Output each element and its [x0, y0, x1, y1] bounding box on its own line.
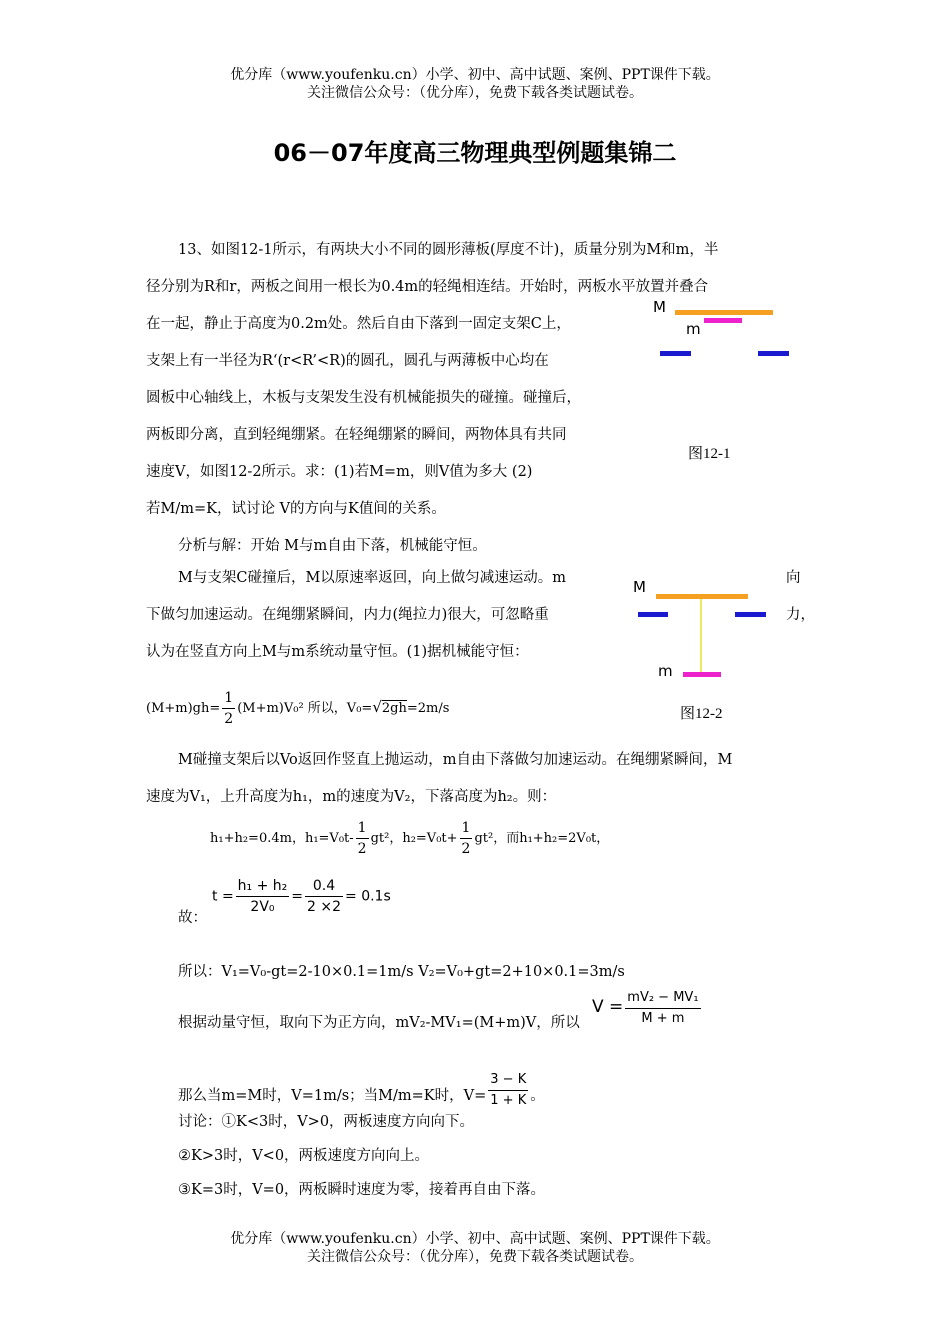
solution-line-3-end: 力，: [786, 607, 815, 623]
eq2-b: gt²，h₂=V₀t+: [370, 831, 458, 846]
eq1-half-den: 2: [222, 708, 235, 729]
eq3-t: t =: [212, 888, 234, 905]
eq3-den-1: 2V₀: [236, 896, 290, 917]
problem-line-8: 若M/m=K，试讨论 V的方向与K值间的关系。: [146, 501, 446, 517]
fig1-caption: 图12-1: [688, 446, 731, 462]
eq2-half-1-num: 1: [357, 820, 367, 836]
solution-line-6: 速度为V₁，上升高度为h₁，m的速度为V₂，下落高度为h₂。则：: [146, 789, 557, 805]
plate-M: [656, 594, 748, 599]
eq3-den-2: 2 ×2: [305, 896, 343, 917]
problem-line-6: 两板即分离，直到轻绳绷紧。在轻绳绷紧的瞬间，两物体具有共同: [146, 427, 567, 443]
eq2-half-2-num: 1: [461, 820, 471, 836]
problem-line-1: 13、如图12-1所示，有两块大小不同的圆形薄板(厚度不计)，质量分别为M和m，半: [178, 242, 719, 258]
eq1-half-num: 1: [224, 690, 234, 706]
equation-energy: (M+m)gh= $\frac{1}{2}$ (M+m)V₀² 所以，V₀=√2gh=2m/s: [146, 690, 450, 727]
eq5-den: 1 + K: [488, 1090, 528, 1111]
solution-line-2: M与支架C碰撞后，M以原速率返回，向上做匀减速运动。m: [178, 570, 567, 586]
figure-12-2: [628, 570, 778, 688]
eq5-num: 3 − K: [490, 1072, 527, 1087]
eq1-sqrt: 2gh: [381, 701, 407, 716]
solution-line-1: 分析与解：开始 M与m自由下落，机械能守恒。: [178, 538, 487, 554]
fig1-label-M: M: [653, 298, 666, 316]
footer-line-1: 优分库（www.youfenku.cn）小学、初中、高中试题、案例、PPT课件下载。: [230, 1231, 720, 1247]
fig2-label-M: M: [633, 578, 646, 596]
header-line-1: 优分库（www.youfenku.cn）小学、初中、高中试题、案例、PPT课件下载。: [230, 67, 720, 83]
solution-line-3: 下做匀加速运动。在绳绷紧瞬间，内力(绳拉力)很大，可忽略重: [146, 607, 549, 623]
problem-line-4: 支架上有一半径为R‘(r<R’<R)的圆孔，圆孔与两薄板中心均在: [146, 353, 549, 369]
fig2-label-m: m: [658, 662, 673, 680]
eq2-half-2-den: 2: [460, 838, 473, 859]
eq4-frac: [625, 988, 700, 1029]
fig2-caption: 图12-2: [680, 706, 723, 722]
support-left: [660, 351, 691, 356]
eq3-frac-2: [305, 876, 343, 917]
discussion-2: ②K>3时，V<0，两板速度方向向上。: [178, 1148, 430, 1164]
plate-M: [675, 310, 773, 315]
eq2-half-1-den: 2: [356, 838, 369, 859]
support-left: [638, 612, 668, 617]
plate-m: [704, 318, 742, 323]
eq3-result: = 0.1s: [345, 888, 391, 905]
eq4-v: V =: [592, 997, 624, 1017]
eq3-num-1: h₁ + h₂: [237, 878, 288, 894]
eq3-eq: =: [291, 888, 304, 905]
problem-line-3: 在一起，静止于高度为0.2m处。然后自由下落到一固定支架C上，: [146, 316, 571, 332]
page-title: 06－07年度高三物理典型例题集锦二: [273, 139, 677, 167]
eq3-num-2: 0.4: [312, 878, 336, 894]
figure-12-1: [640, 292, 800, 372]
equation-velocity: [592, 988, 703, 1029]
footer-line-2: 关注微信公众号：（优分库），免费下载各类试题试卷。: [307, 1249, 643, 1265]
eq1-left: (M+m)gh=: [146, 701, 221, 716]
solution-line-9-text: 那么当m=M时，V=1m/s；当M/m=K时，V=: [178, 1088, 487, 1104]
support-right: [735, 612, 766, 617]
eq2-c: gt²，而h₁+h₂=2V₀t，: [474, 831, 610, 846]
problem-line-2: 径分别为R和r，两板之间用一根长为0.4m的轻绳相连结。开始时，两板水平放置并叠合: [146, 279, 709, 295]
problem-line-7: 速度V，如图12-2所示。求：(1)若M=m，则V值为多大 (2): [146, 464, 533, 480]
eq1-mid: (M+m)V₀² 所以，V₀=: [237, 701, 373, 716]
problem-line-5: 圆板中心轴线上，木板与支架发生没有机械能损失的碰撞。碰撞后，: [146, 390, 581, 406]
support-right: [758, 351, 789, 356]
eq3-gu: 故：: [178, 910, 207, 926]
discussion-3: ③K=3时，V=0，两板瞬时速度为零，接着再自由下落。: [178, 1182, 546, 1198]
discussion-1: 讨论：①K<3时，V>0，两板速度方向向下。: [178, 1114, 475, 1130]
eq3-frac-1: [236, 876, 290, 917]
solution-line-5: M碰撞支架后以Vo返回作竖直上抛运动，m自由下落做匀加速运动。在绳绷紧瞬间，M: [178, 752, 733, 768]
plate-m: [683, 672, 721, 677]
eq1-half: [222, 688, 235, 729]
header-line-2: 关注微信公众号：（优分库），免费下载各类试题试卷。: [307, 85, 643, 101]
eq4-den: M + m: [625, 1008, 700, 1029]
fig1-label-m: m: [686, 320, 701, 338]
solution-line-8: 根据动量守恒，取向下为正方向，mV₂-MV₁=(M+m)V，所以: [178, 1015, 580, 1031]
solution-line-9-end: 。: [530, 1088, 545, 1104]
solution-line-4: 认为在竖直方向上M与m系统动量守恒。(1)据机械能守恒：: [146, 644, 529, 660]
eq1-right: =2m/s: [406, 701, 450, 716]
equation-heights: [210, 818, 609, 859]
solution-line-2-end: 向: [786, 570, 801, 586]
eq5-frac: [488, 1070, 528, 1111]
eq2-half-2: [460, 818, 473, 859]
solution-line-7: 所以：V₁=V₀-gt=2-10×0.1=1m/s V₂=V₀+gt=2+10×0.1=3m/s: [178, 964, 625, 980]
eq2-half-1: [356, 818, 369, 859]
eq4-num: mV₂ − MV₁: [627, 990, 699, 1005]
equation-time: [212, 876, 391, 917]
eq2-a: h₁+h₂=0.4m，h₁=V₀t-: [210, 831, 354, 846]
solution-line-9: [178, 1070, 545, 1111]
